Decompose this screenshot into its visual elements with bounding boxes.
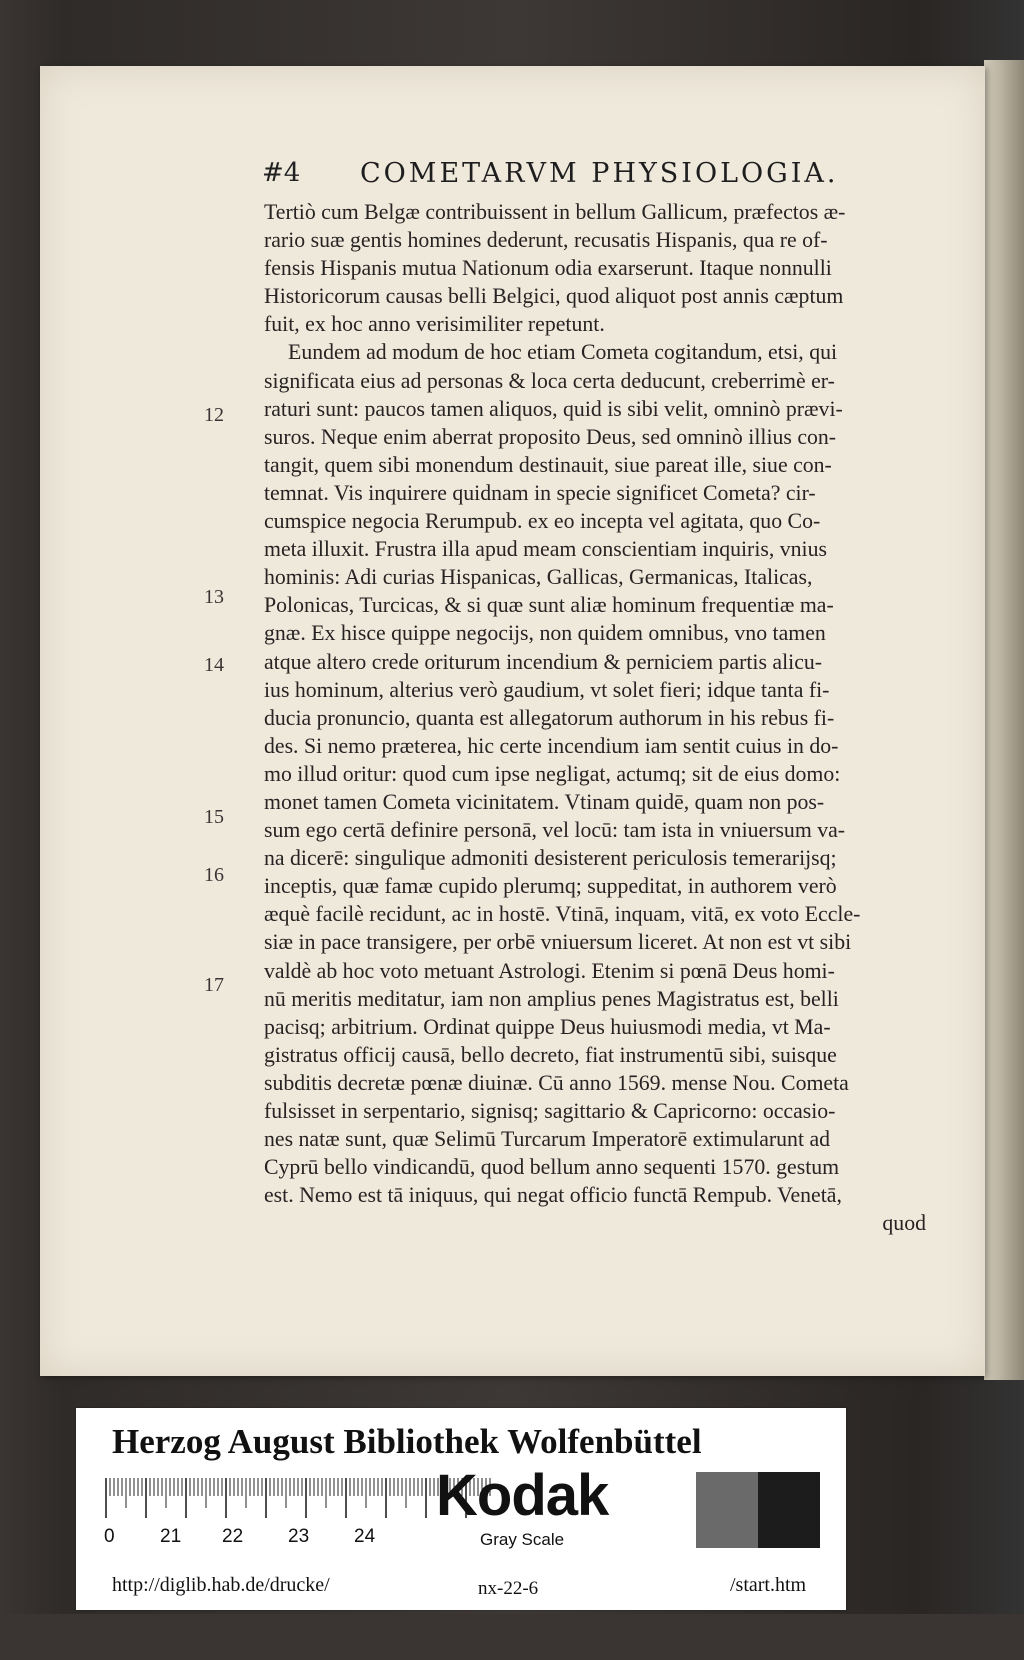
text-line: suros. Neque enim aberrat proposito Deus, sed omninò illius con- [264,424,837,449]
text-line: monet tamen Cometa vicinitatem. Vtinam quidē, quam non pos- [264,789,825,814]
text-line: fensis Hispanis mutua Nationum odia exarserunt. Itaque nonnulli [264,256,832,281]
text-line: Polonicas, Turcicas, & si quæ sunt aliæ hominum frequentiæ ma- [264,593,834,618]
swatch-black [758,1472,820,1548]
text-line: Cyprū bello vindicandū, quod bellum anno sequenti 1570. gestum [264,1155,840,1180]
url-right: /start.htm [730,1574,807,1596]
ruler-label: 22 [222,1526,244,1547]
text-line: æquè facilè recidunt, ac in hostē. Vtinā, inquam, vitā, ex voto Eccle- [264,902,861,927]
margin-number: 15 [204,806,224,828]
margin-number: 13 [204,586,224,608]
swatch-white [628,1472,706,1548]
text-line: atque altero crede oriturum incendium & perniciem partis alicu- [264,649,823,674]
text-line: Tertiò cum Belgæ contribuissent in bellum Gallicum, præfectos æ- [264,200,846,224]
text-line: tangit, quem sibi monendum destinauit, siue pareat ille, siue con- [264,452,832,477]
text-line: siæ in pace transigere, per orbē vniuersum liceret. At non est vt sibi [264,930,852,955]
margin-number: 16 [204,864,224,886]
text-line: rario suæ gentis homines dederunt, recusatis Hispanis, qua re of- [264,228,828,253]
url-left: http://diglib.hab.de/drucke/ [112,1574,330,1596]
text-line: nes natæ sunt, quæ Selimū Turcarum Imperatorē extimularunt ad [264,1127,831,1152]
text-line: pacisq; arbitrium. Ordinat quippe Deus huiusmodi media, vt Ma- [264,1014,831,1039]
text-line: nū meritis meditatur, iam non amplius penes Magistratus est, belli [264,986,839,1011]
text-line: gnæ. Ex hisce quippe negocijs, non quidem omnibus, vno tamen [264,621,826,646]
gray-scale-label: Gray Scale [480,1530,565,1549]
text-line: ius hominum, alterius verò gaudium, vt solet fieri; idque tanta fi- [264,677,830,702]
ruler-label: 0 [104,1526,115,1547]
margin-number: 14 [204,654,224,676]
text-line: ducia pronuncio, quanta est allegatorum authorum in his rebus fi- [264,705,835,730]
book-page [40,66,985,1376]
scan-bottom-border [0,1614,1024,1660]
catchword: quod [882,1211,926,1236]
text-line: temnat. Vis inquirere quidnam in specie significet Cometa? cir- [264,480,816,505]
text-line: valdè ab hoc voto metuant Astrologi. Etenim si pœnā Deus homi- [264,958,835,983]
library-title: Herzog August Bibliothek Wolfenbüttel [112,1422,702,1461]
text-line: sum ego certā definire personā, vel locū: tam ista in vniuersum va- [264,818,846,843]
text-line: mo illud oritur: quod cum ipse negligat, actumq; sit de eius domo: [264,761,841,786]
text-line: Eundem ad modum de hoc etiam Cometa cogitandum, etsi, qui [288,340,838,365]
text-line: subditis decretæ pœnæ diuinæ. Cū anno 1569. mense Nou. Cometa [264,1070,849,1095]
kodak-logo: Kodak [436,1463,609,1528]
margin-number: 17 [204,974,224,996]
text-line: na dicerē: singulique admoniti desisterent periculosis temerarijsq; [264,846,837,871]
calibration-card [76,1408,846,1610]
page-number: #4 [262,158,301,188]
book-spine-edge [984,60,1024,1380]
page-header [40,158,985,198]
text-line: des. Si nemo præterea, hic certe incendium iam sentit cuius in do- [264,733,839,758]
text-line: fulsisset in serpentario, signisq; sagittario & Capricorno: occasio- [264,1099,836,1123]
text-line: Historicorum causas belli Belgici, quod aliquot post annis cæptum [264,284,844,309]
text-line: cumspice negocia Rerumpub. ex eo incepta vel agitata, quo Co- [264,509,821,534]
margin-number: 12 [204,404,224,426]
text-line: fuit, ex hoc anno verisimiliter repetunt. [264,312,605,337]
text-line: hominis: Adi curias Hispanicas, Gallicas, Germanicas, Italicas, [264,565,813,590]
text-line: meta illuxit. Frustra illa apud meam conscientiam inquiris, vnius [264,537,827,562]
text-line: inceptis, quæ famæ cupido plerumq; suppeditat, in authorem verò [264,874,837,899]
text-line: raturi sunt: paucos tamen aliquos, quid is sibi velit, omninò prævi- [264,396,843,421]
text-line: gistratus officij causā, bello decreto, fiat instrumentū sibi, suisque [264,1042,837,1067]
ruler-label: 24 [354,1526,376,1547]
text-line: est. Nemo est tā iniquus, qui negat officio functā Rempub. Venetā, [264,1183,842,1208]
running-title: COMETARVM PHYSIOLOGIA. [360,158,839,189]
ruler-label: 23 [288,1526,310,1547]
swatch-gray [696,1472,758,1548]
body-text [264,198,944,1237]
text-line: significata eius ad personas & loca certa deducunt, creberrimè er- [264,368,835,393]
ruler-label: 21 [160,1526,182,1547]
shelfmark-code: nx-22-6 [478,1578,539,1599]
